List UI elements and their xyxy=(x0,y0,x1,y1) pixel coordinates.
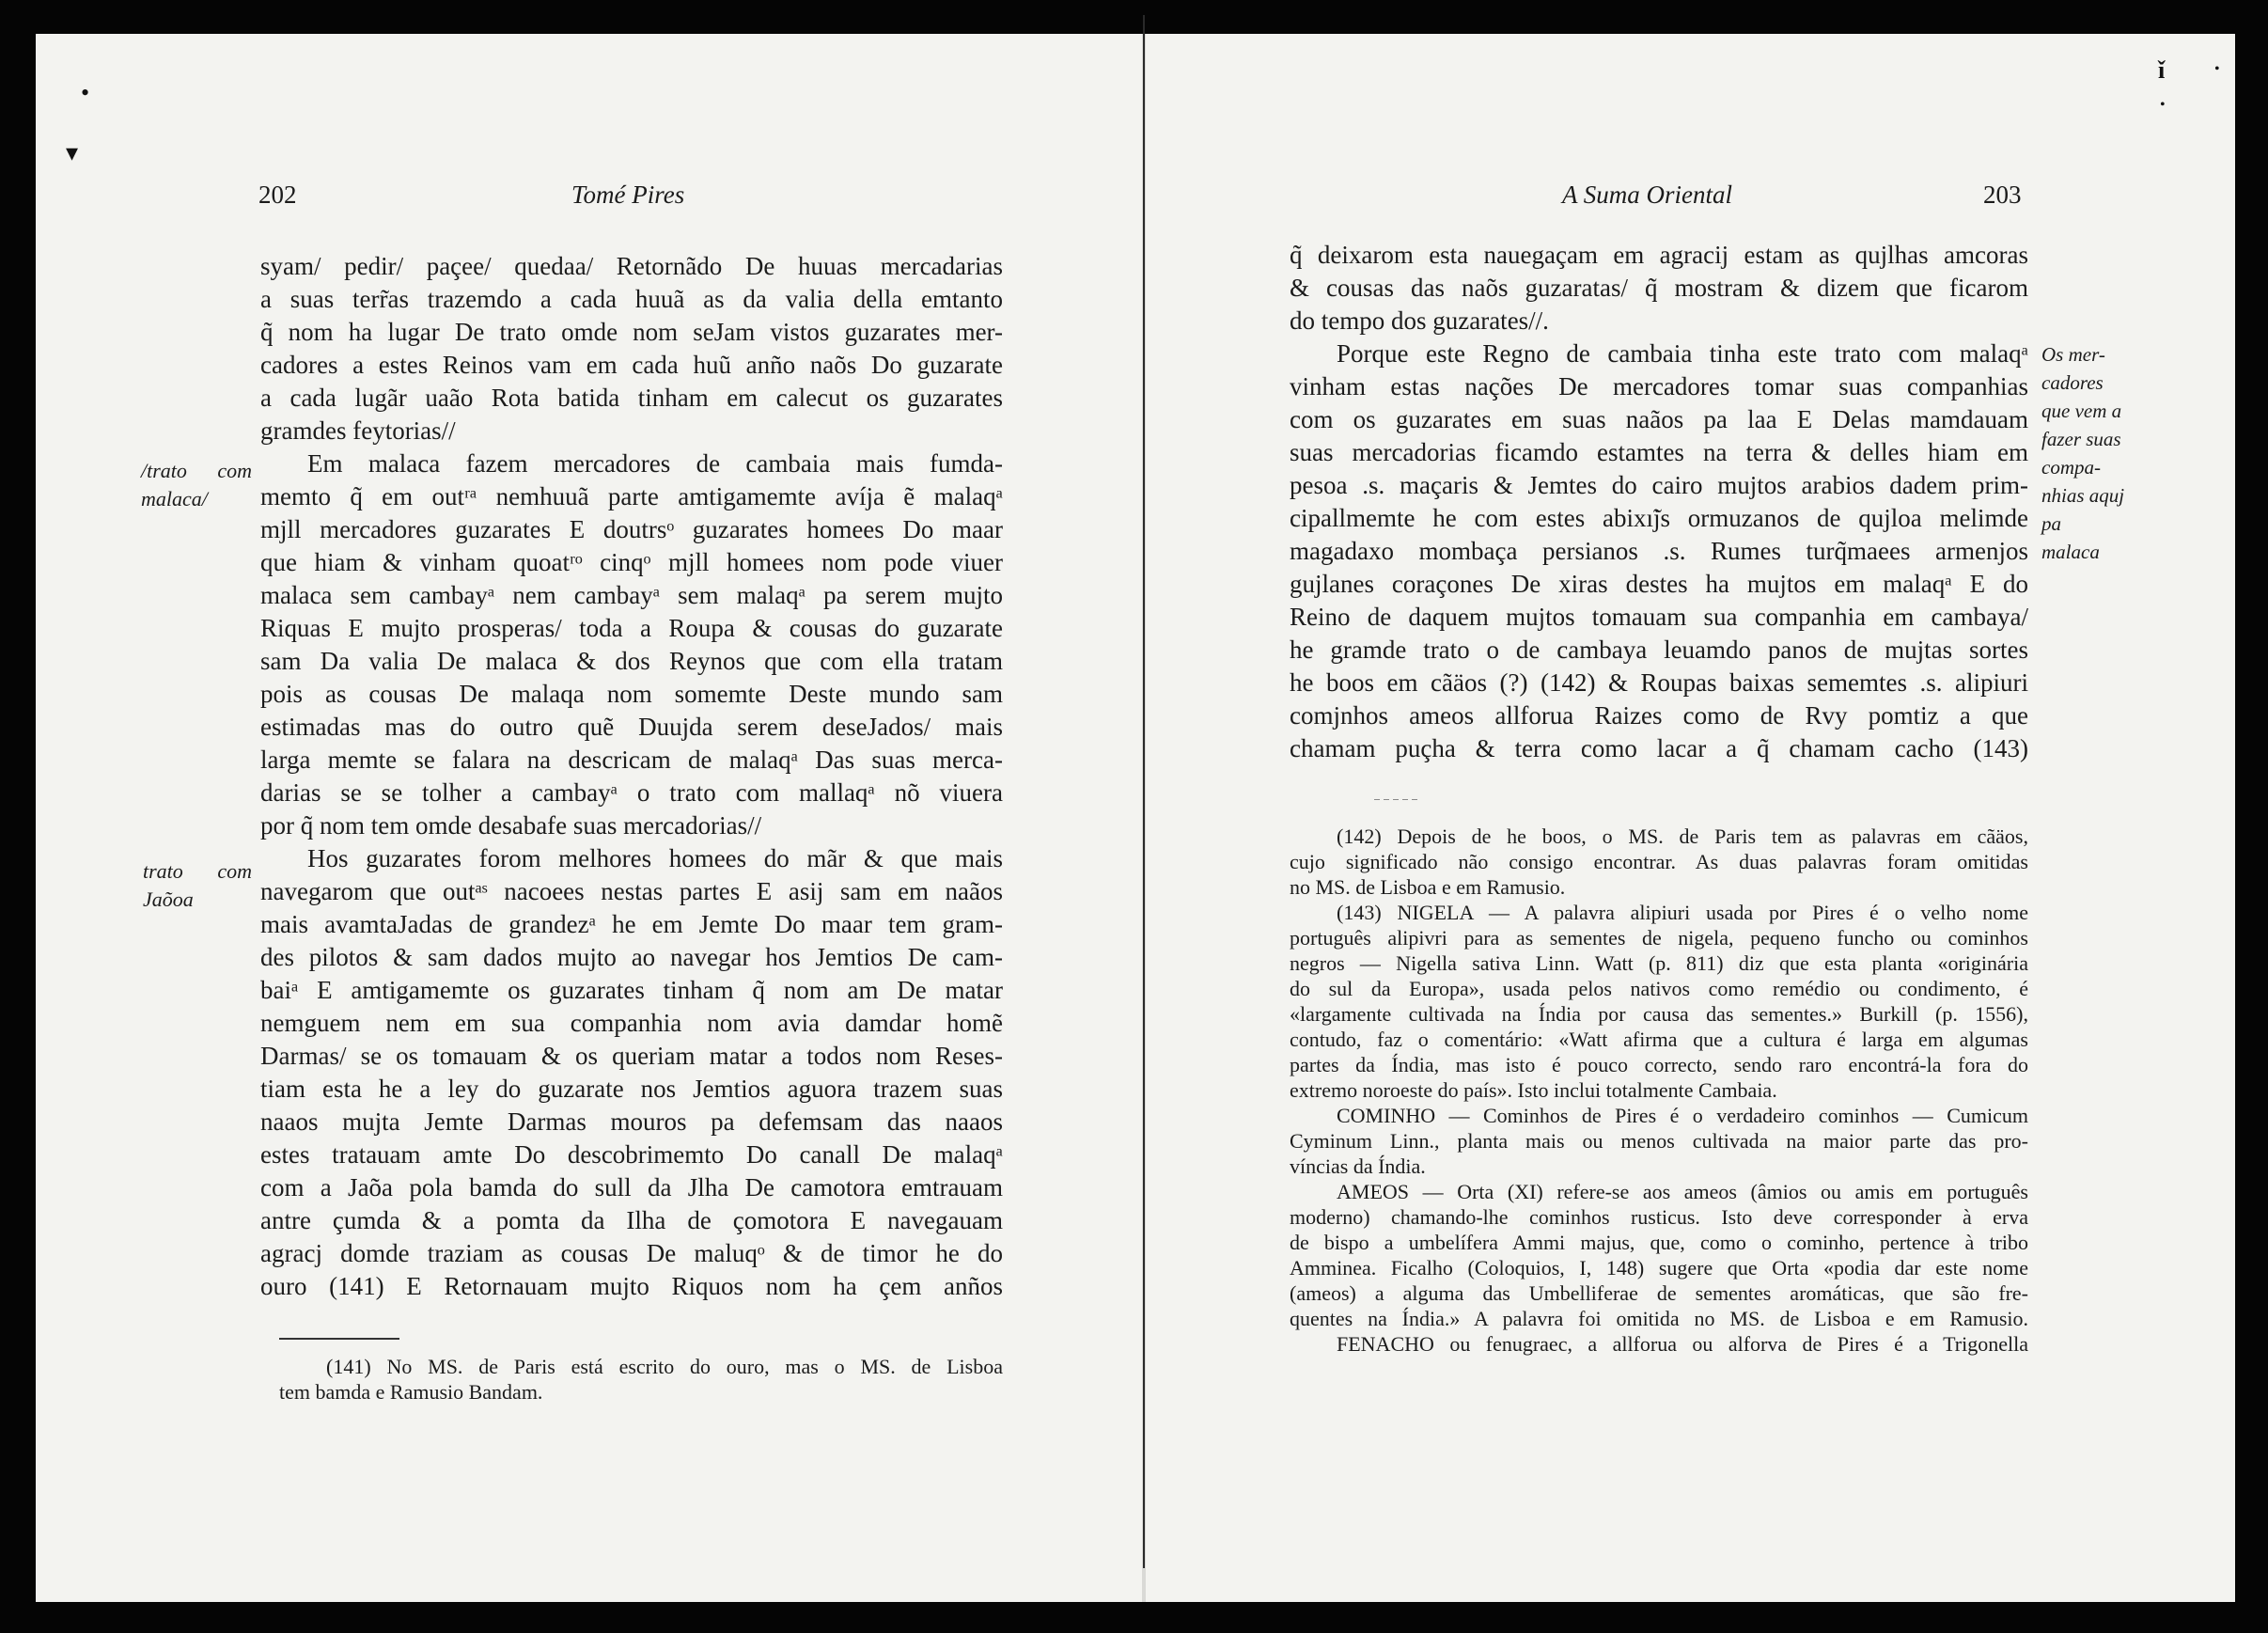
text-line: gujlanes coraçones De xiras destes ha mujtos em malaqᵃ E do xyxy=(1290,570,2028,598)
footnote-line: COMINHO — Cominhos de Pires é o verdadeiro cominhos — Cumicum xyxy=(1337,1104,2028,1127)
footnote-line: negros — Nigella sativa Linn. Watt (p. 811) diz que esta planta «originária xyxy=(1290,951,2028,975)
text-line: syam/ pedir/ paçee/ quedaa/ Retornãdo De huuas mercadarias xyxy=(260,252,1003,280)
text-line: suas mercadorias ficamdo estamtes na terra & delles hiam em xyxy=(1290,438,2028,466)
margin-note-line: nhias aquj xyxy=(2041,484,2125,507)
text-line: des pilotos & sam dados mujto ao navegar hos Jemtios De cam- xyxy=(260,943,1003,971)
footnote-line: do sul da Europa», usada pelos nativos como remédio ou condimento, é xyxy=(1290,977,2028,1000)
footnote-line: (ameos) a alguma das Umbelliferae de sementes aromáticas, que são fre- xyxy=(1290,1281,2028,1305)
footnote-line: extremo noroeste do país». Isto inclui totalmente Cambaia. xyxy=(1290,1078,1777,1102)
text-line: cadores a estes Reinos vam em cada huũ anño naõs Do guzarate xyxy=(260,351,1003,379)
footnote-line: Cyminum Linn., planta mais ou menos cultivada na maior parte das pro- xyxy=(1290,1129,2028,1153)
footnote-line: português alipivri para as sementes de nigela, pequeno funcho ou cominhos xyxy=(1290,926,2028,950)
text-line: baiᵃ E amtigamemte os guzarates tinham q̃ nom am De matar xyxy=(260,976,1003,1004)
footnote-line: de bispo a umbelífera Ammi majus, que, como o cominho, pertence à tribo xyxy=(1290,1231,2028,1254)
text-line: darias se se tolher a cambayᵃ o trato com mallaqᵃ nõ viuera xyxy=(260,778,1003,807)
text-line: estes tratauam amte Do descobrimemto Do canall De malaqᵃ xyxy=(260,1140,1003,1169)
text-line: ouro (141) E Retornauam mujto Riquos nom ha çem anños xyxy=(260,1272,1003,1300)
footnote-line: moderno) chamando-lhe cominhos rusticus. Isto deve corresponder à erva xyxy=(1290,1205,2028,1229)
text-line: nemguem nem em sua companhia nom avia damdar homẽ xyxy=(260,1009,1003,1037)
text-line: magadaxo mombaça persianos .s. Rumes turq̃maees armenjos xyxy=(1290,537,2028,565)
text-line: naaos mujta Jemte Darmas mouros pa defemsam das naaos xyxy=(260,1107,1003,1136)
text-line: navegarom que outᵃˢ nacoees nestas partes E asij sam em naãos xyxy=(260,877,1003,905)
text-line: antre çumda & a pomta da Ilha de çomotora E navegauam xyxy=(260,1206,1003,1234)
footnote-line: partes da Índia, mas isto é pouco correcto, sendo raro encontrá-la fora do xyxy=(1290,1053,2028,1076)
text-line: mais avamtaJadas de grandezᵃ he em Jemte Do maar tem gram- xyxy=(260,910,1003,938)
margin-note-line: /trato com xyxy=(141,459,252,482)
text-line: estimadas mas do outro quẽ Duujda serem deseJados/ mais xyxy=(260,713,1003,741)
footnote-line: (142) Depois de he boos, o MS. de Paris tem as palavras em cãäos, xyxy=(1337,824,2028,848)
text-line: mjll mercadores guzarates E doutrsᵒ guzarates homees Do maar xyxy=(260,515,1003,543)
page-number-left: 202 xyxy=(258,181,297,209)
footnote-line: Amminea. Ficalho (Coloquios, I, 148) sugere que Orta «podia dar este nome xyxy=(1290,1256,2028,1280)
text-line: Riquas E mujto prosperas/ toda a Roupa & cousas do guzarate xyxy=(260,614,1003,642)
margin-note-line: Os mer- xyxy=(2041,343,2105,366)
text-line: q̃ nom ha lugar De trato omde nom seJam vistos guzarates mer- xyxy=(260,318,1003,346)
margin-note-line: que vem a xyxy=(2041,400,2122,422)
right-body-text xyxy=(1290,239,2028,765)
footnote-line: (141) No MS. de Paris está escrito do ouro, mas o MS. de Lisboa xyxy=(326,1355,1003,1378)
footnote-line: cujo significado não consigo encontrar. As duas palavras foram omitidas xyxy=(1290,850,2028,873)
text-line: agracj domde traziam as cousas De maluqᵒ & de timor he do xyxy=(260,1239,1003,1267)
margin-note-trato-jaoa xyxy=(143,857,252,914)
margin-note-line: pa xyxy=(2041,512,2061,535)
margin-note-line: trato com xyxy=(143,859,252,883)
text-line: malaca sem cambayᵃ nem cambayᵃ sem malaqᵃ pa serem mujto xyxy=(260,581,1003,609)
gutter-line xyxy=(1143,15,1145,1568)
margin-note-line: compa- xyxy=(2041,456,2101,479)
margin-note-line: malaca xyxy=(2041,541,2100,563)
text-line: Reino de daquem mujtos tomauam sua companhia em cambaya/ xyxy=(1290,603,2028,631)
footnote-line: (143) NIGELA — A palavra alipiuri usada por Pires é o velho nome xyxy=(1337,901,2028,924)
footnote-line: no MS. de Lisboa e em Ramusio. xyxy=(1290,875,1566,899)
text-line: a cada lugãr uaão Rota batida tinham em calecut os guzarates xyxy=(260,384,1003,412)
margin-note-line: Jaõoa xyxy=(143,887,194,911)
margin-note-line: fazer suas xyxy=(2041,428,2121,450)
text-line: & cousas das naõs guzaratas/ q̃ mostram & dizem que ficarom xyxy=(1290,274,2028,302)
footnotes-right xyxy=(1290,824,2028,1357)
scan-speck: • xyxy=(2214,61,2220,77)
footnote-line: víncias da Índia. xyxy=(1290,1154,1426,1178)
footnote-line: tem bamda e Ramusio Bandam. xyxy=(279,1380,543,1404)
text-line: do tempo dos guzarates//. xyxy=(1290,306,1549,335)
text-line: Em malaca fazem mercadores de cambaia mais fumda- xyxy=(307,449,1003,478)
text-line: Darmas/ se os tomauam & os queriam matar a todos nom Reses- xyxy=(260,1042,1003,1070)
text-line: pesoa .s. maçaris & Jemtes do cairo mujtos arabios dadem prim- xyxy=(1290,471,2028,499)
scan-speck: ǐ xyxy=(2158,56,2166,84)
scan-speck: ▾ xyxy=(66,139,79,166)
text-line: memto q̃ em outʳᵃ nemhuuã parte amtigamemte avíja ẽ malaqᵃ xyxy=(260,482,1003,510)
text-line: comjnhos ameos allforua Raizes como de Rvy pomtiz a que xyxy=(1290,701,2028,730)
margin-note-os-mercadores xyxy=(2041,340,2152,566)
margin-note-line: cadores xyxy=(2041,371,2104,394)
text-line: gramdes feytorias// xyxy=(260,416,456,445)
footnote-line: contudo, faz o comentário: «Watt afirma que a cultura é larga em algumas xyxy=(1290,1028,2028,1051)
footnote-141 xyxy=(279,1354,1003,1405)
page-number-right: 203 xyxy=(1983,181,2022,209)
footnote-line: quentes na Índia.» A palavra foi omitida no MS. de Lisboa e em Ramusio. xyxy=(1290,1307,2028,1330)
text-line: a suas terr̃as trazemdo a cada huuã as da valia della emtanto xyxy=(260,285,1003,313)
text-line: com os guzarates em suas naãos pa laa E Delas mamdauam xyxy=(1290,405,2028,433)
text-line: sam Da valia De malaca & dos Reynos que com ella tratam xyxy=(260,647,1003,675)
text-line: Hos guzarates forom melhores homees do mãr & que mais xyxy=(307,844,1003,872)
text-line: he boos em cãäos (?) (142) & Roupas baixas sememtes .s. alipiuri xyxy=(1290,668,2028,697)
running-head-right: A Suma Oriental xyxy=(1562,181,1732,209)
text-line: pois as cousas De malaqa nom somemte Deste mundo sam xyxy=(260,680,1003,708)
text-line: que hiam & vinham quoatʳᵒ cinqᵒ mjll homees nom pode viuer xyxy=(260,548,1003,576)
footnote-separator xyxy=(1374,799,1421,800)
margin-note-line: malaca/ xyxy=(141,487,208,510)
text-line: larga memte se falara na descricam de malaqᵃ Das suas merca- xyxy=(260,746,1003,774)
footnote-line: «largamente cultivada na Índia por causa das sementes.» Burkill (p. 1556), xyxy=(1290,1002,2028,1026)
text-line: tiam esta he a ley do guzarate nos Jemtios aguora trazem suas xyxy=(260,1075,1003,1103)
footnote-rule xyxy=(279,1338,399,1340)
text-line: q̃ deixarom esta nauegaçam em agracij estam as qujlhas amcoras xyxy=(1290,241,2028,269)
footnote-line: AMEOS — Orta (XI) refere-se aos ameos (âmios ou amis em português xyxy=(1337,1180,2028,1203)
text-line: com a Jaõa pola bamda do sull da Jlha De camotora emtrauam xyxy=(260,1173,1003,1201)
text-line: por q̃ nom tem omde desabafe suas mercadorias// xyxy=(260,811,762,840)
left-body-text xyxy=(260,250,1003,1303)
text-line: cipallmemte he com estes abixı̃js ormuzanos de qujloa melimde xyxy=(1290,504,2028,532)
scan-speck: • xyxy=(81,79,90,106)
text-line: vinham estas nações De mercadores tomar suas companhias xyxy=(1290,372,2028,400)
scan-speck: • xyxy=(2160,97,2166,113)
text-line: chamam puçha & terra como lacar a q̃ chamam cacho (143) xyxy=(1290,734,2028,762)
running-head-left: Tomé Pires xyxy=(571,181,685,209)
text-line: he gramde trato o de cambaya leuamdo panos de mujtas sortes xyxy=(1290,636,2028,664)
text-line: Porque este Regno de cambaia tinha este trato com malaqᵃ xyxy=(1337,339,2028,368)
footnote-line: FENACHO ou fenugraec, a allforua ou alforva de Pires é a Trigonella xyxy=(1337,1332,2028,1356)
margin-note-trato-malaca xyxy=(141,457,252,513)
